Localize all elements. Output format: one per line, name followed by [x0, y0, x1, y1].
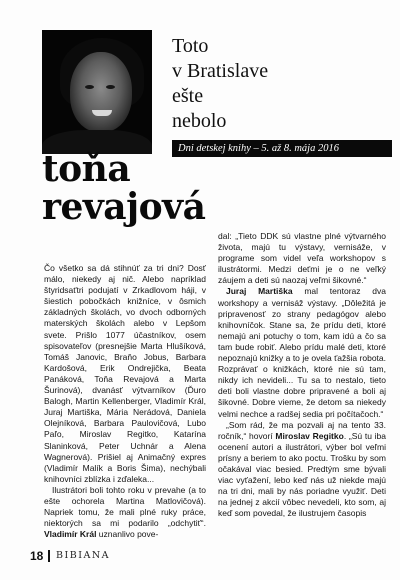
paragraph	[218, 286, 386, 419]
portrait-face	[70, 52, 132, 132]
author-last-name: revajová	[42, 186, 206, 228]
author-portrait-photo	[42, 30, 152, 154]
person-name: Miroslav Regitko	[275, 430, 344, 441]
portrait-eye-right	[106, 85, 115, 89]
magazine-name: BIBIANA	[56, 550, 111, 561]
portrait-mouth	[92, 110, 112, 116]
portrait-eye-left	[85, 85, 94, 89]
paragraph-text: Ilustrátori boli tohto roku v prevahe (a to ešte ochorela Martina Matlovičová). Napriek tomu, že mali plné ruky práce, niektorých sa mi podarilo „odchytiť“.	[44, 484, 206, 529]
paragraph	[44, 485, 206, 540]
headline-line: nebolo	[172, 110, 227, 132]
headline-line: Toto	[172, 35, 209, 57]
paragraph-text: „Som rád, že ma pozvali aj na tento 33. ročník,“ hovorí	[218, 419, 386, 441]
person-name: Vladimír Král	[44, 529, 97, 540]
footer-divider	[48, 550, 50, 562]
paragraph: Čo všetko sa dá stihnúť za tri dni? Dosť málo, niekedy aj nič. Alebo napríklad štyridsaťtri podujatí v Zrkadlovom háji, v šiestich pobočkách knižníce, v ôsmich základných školách, vo dvoch odborných materských školách alebo v Lepšom svete. Prišlo 1077 účastníkov, osem spisovateľov (presnejšie Marta Hlušíková, Tomáš Janovic, Braňo Jobus, Barbara Kardošová, Erik Ondrejička, Beata Panáková, Toňa Revajová a Marta Šurinová), dvanásť výtvarníkov (Ďuro Balogh, Martin Kellenberger, Vladimír Král, Juraj Martiška, Mária Nerádová, Daniela Olejníková, Barbara Paulovičová, Lubo Paľo, Miroslav Regitko, Katarína Slaninková, Peter Uchnár a Alena Wagnerová). Prišiel aj Animačný expres (Vladimír Malík a Boris Šima), nechýbali knihovníci zblízka i zďaleka...	[44, 263, 206, 484]
left-text-column	[44, 263, 206, 540]
paragraph-text: uznanlivo pove-	[96, 529, 159, 540]
article-headline	[172, 34, 382, 134]
author-first-name: toňa	[42, 148, 131, 190]
right-text-column	[218, 231, 386, 519]
paragraph-text: . „Sú tu iba ocenení autori a ilustrátori, výber bol veľmi prísny a beriem to ako poctu. Trošku by som očakával viac besied. Predtým sme bývali viac vyťažení, lebo keď nás už niekde majú na tri dni, mali by nás poriadne využiť. Deti na jednej z akcií vôbec nevedeli, kto som, aj keď som povedal, že ilustrujem časopis	[218, 430, 387, 519]
author-name	[42, 150, 222, 226]
headline-line: v Bratislave	[172, 60, 269, 82]
paragraph-text: mal tentoraz dva workshopy a vernisáž výstavy. „Dôležitá je pripravenosť zo strany pedagógov alebo knihovníčok. Stane sa, že prídu deti, ktoré nemajú ani potuchy o tom, kam idú a čo sa tam bude robiť. Alebo prídu malé deti, ktoré nepoznajú knižky a to je ovela ťažšia robota. Rozprávať o knižkách, ktoré nie sú tam, nikdy ich nevideli... Tu sa to nestalo, tieto deti boli vlastne dobre pripravené a boli aj šikovné. Dobre vieme, že detom sa niekedy velmi nechce a radšej sedia pri počítačoch.“	[218, 286, 386, 419]
event-banner: Dni detskej knihy – 5. až 8. mája 2016	[172, 140, 392, 157]
paragraph: dal: „Tieto DDK sú vlastne plné výtvarného života, majú tu výstavy, vernisáže, v programe som videl veľa workshopov s ilustrátormi. Medzi deťmi je o ne veľký záujem a deti sú naozaj veľmi šikovné.“	[218, 231, 386, 286]
person-name: Juraj Martiška	[226, 286, 293, 297]
headline-line: ešte	[172, 85, 204, 107]
page-number: 18	[30, 549, 44, 563]
paragraph	[218, 420, 386, 520]
